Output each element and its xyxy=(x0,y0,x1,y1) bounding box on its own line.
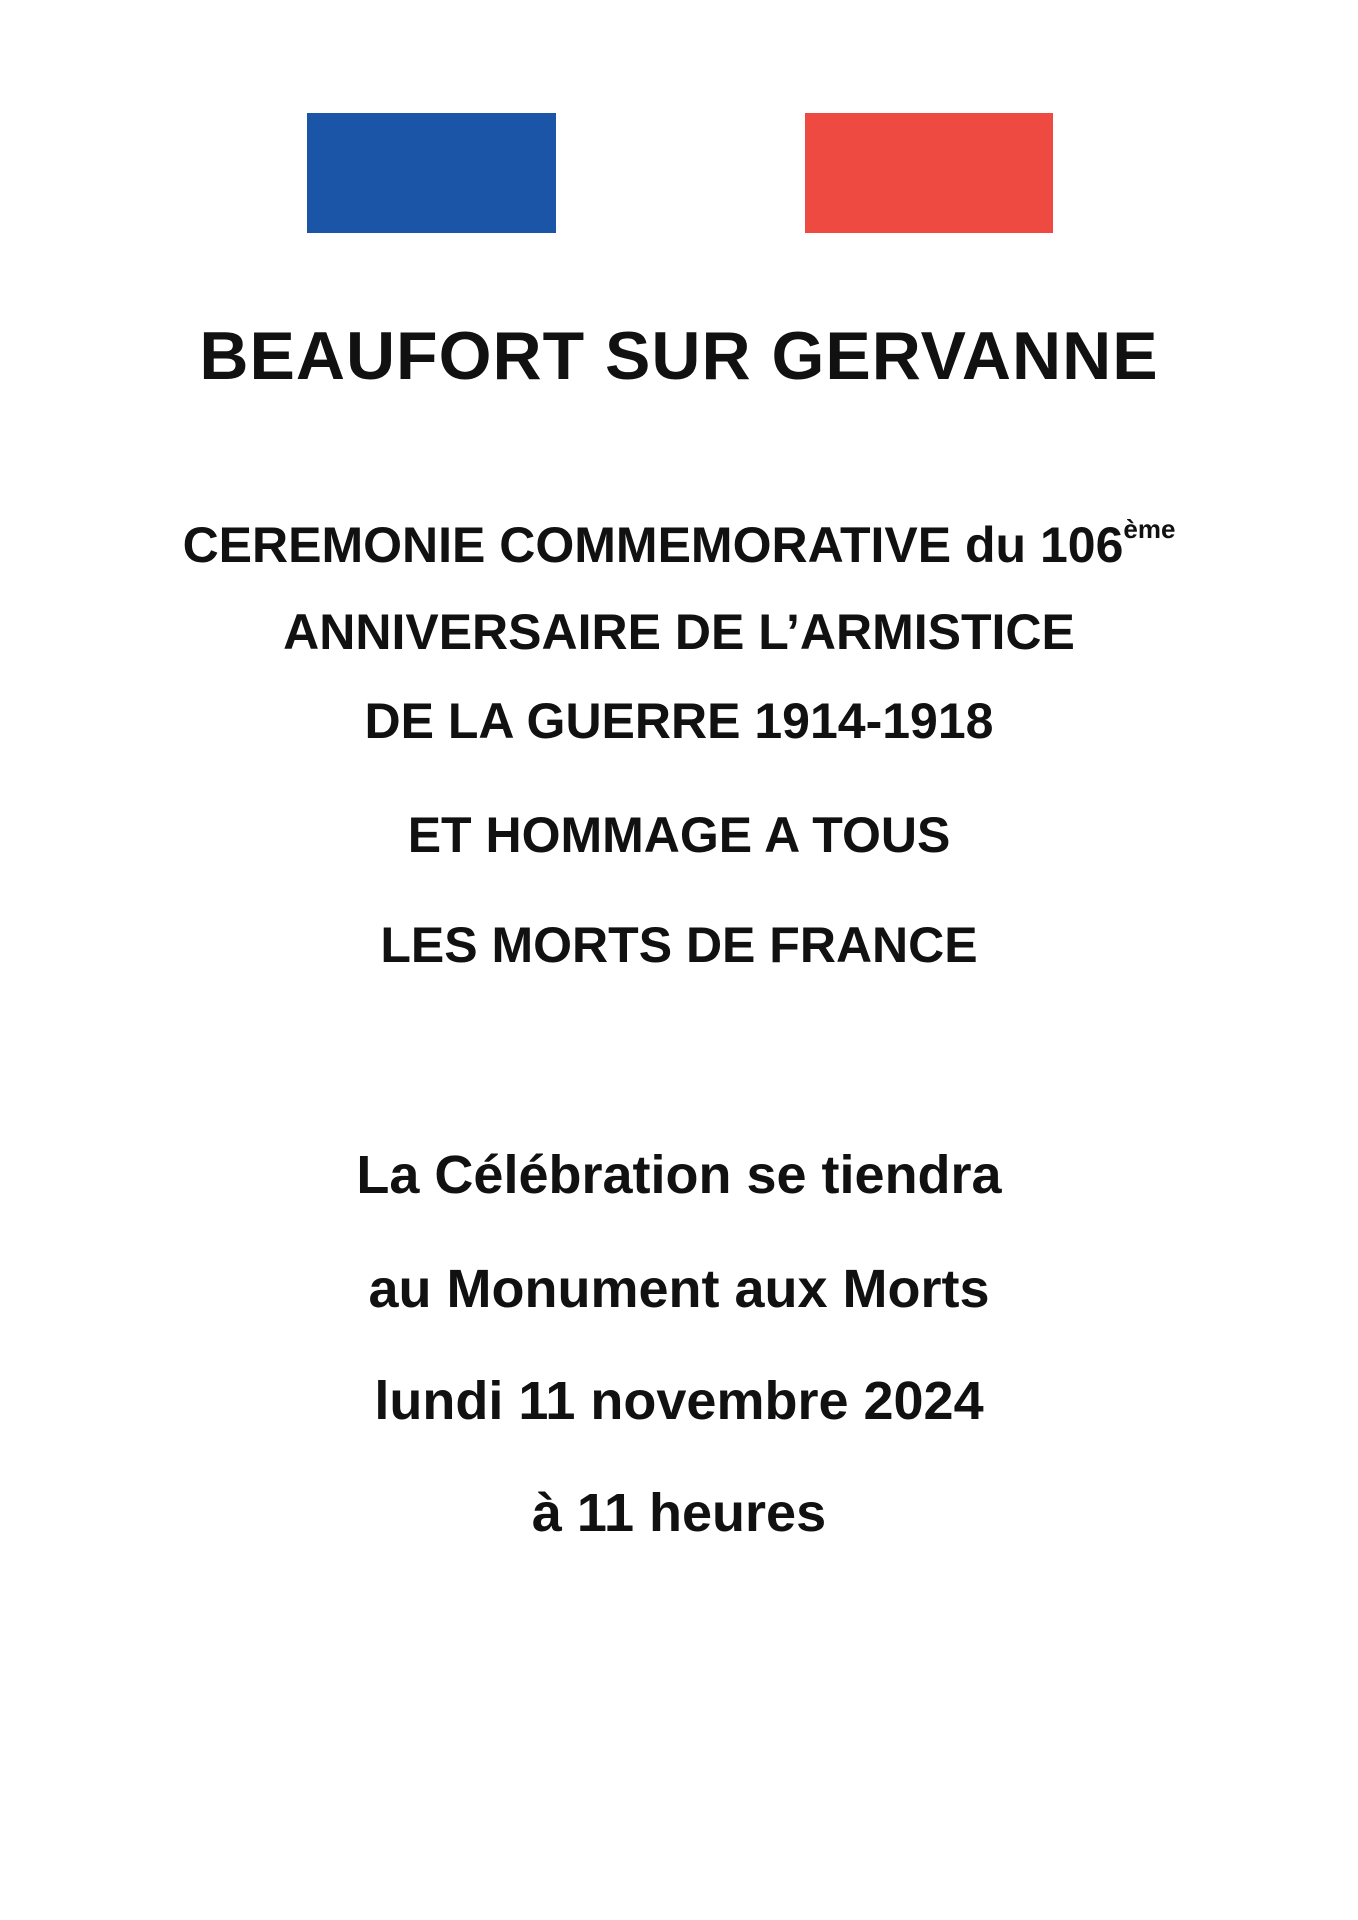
ceremony-title-line-1-text: CEREMONIE COMMEMORATIVE du 106 xyxy=(182,517,1124,573)
ordinal-suffix: ème xyxy=(1123,514,1176,544)
ceremony-title-line-1 xyxy=(0,514,1358,573)
ceremony-title-line-4: ET HOMMAGE A TOUS xyxy=(407,807,951,863)
flag-blue-band xyxy=(307,113,556,233)
celebration-date: lundi 11 novembre 2024 xyxy=(374,1371,984,1431)
flag-red-band xyxy=(805,113,1053,233)
celebration-location: au Monument aux Morts xyxy=(368,1259,990,1319)
ceremony-title-line-5: LES MORTS DE FRANCE xyxy=(380,917,978,973)
ceremony-title-line-3: DE LA GUERRE 1914-1918 xyxy=(364,693,994,749)
flag-white-band xyxy=(556,113,805,233)
celebration-time: à 11 heures xyxy=(531,1483,827,1543)
ceremony-title-line-2: ANNIVERSAIRE DE L’ARMISTICE xyxy=(283,604,1075,660)
town-name: BEAUFORT SUR GERVANNE xyxy=(199,318,1159,394)
celebration-line-1: La Célébration se tiendra xyxy=(356,1145,1002,1205)
